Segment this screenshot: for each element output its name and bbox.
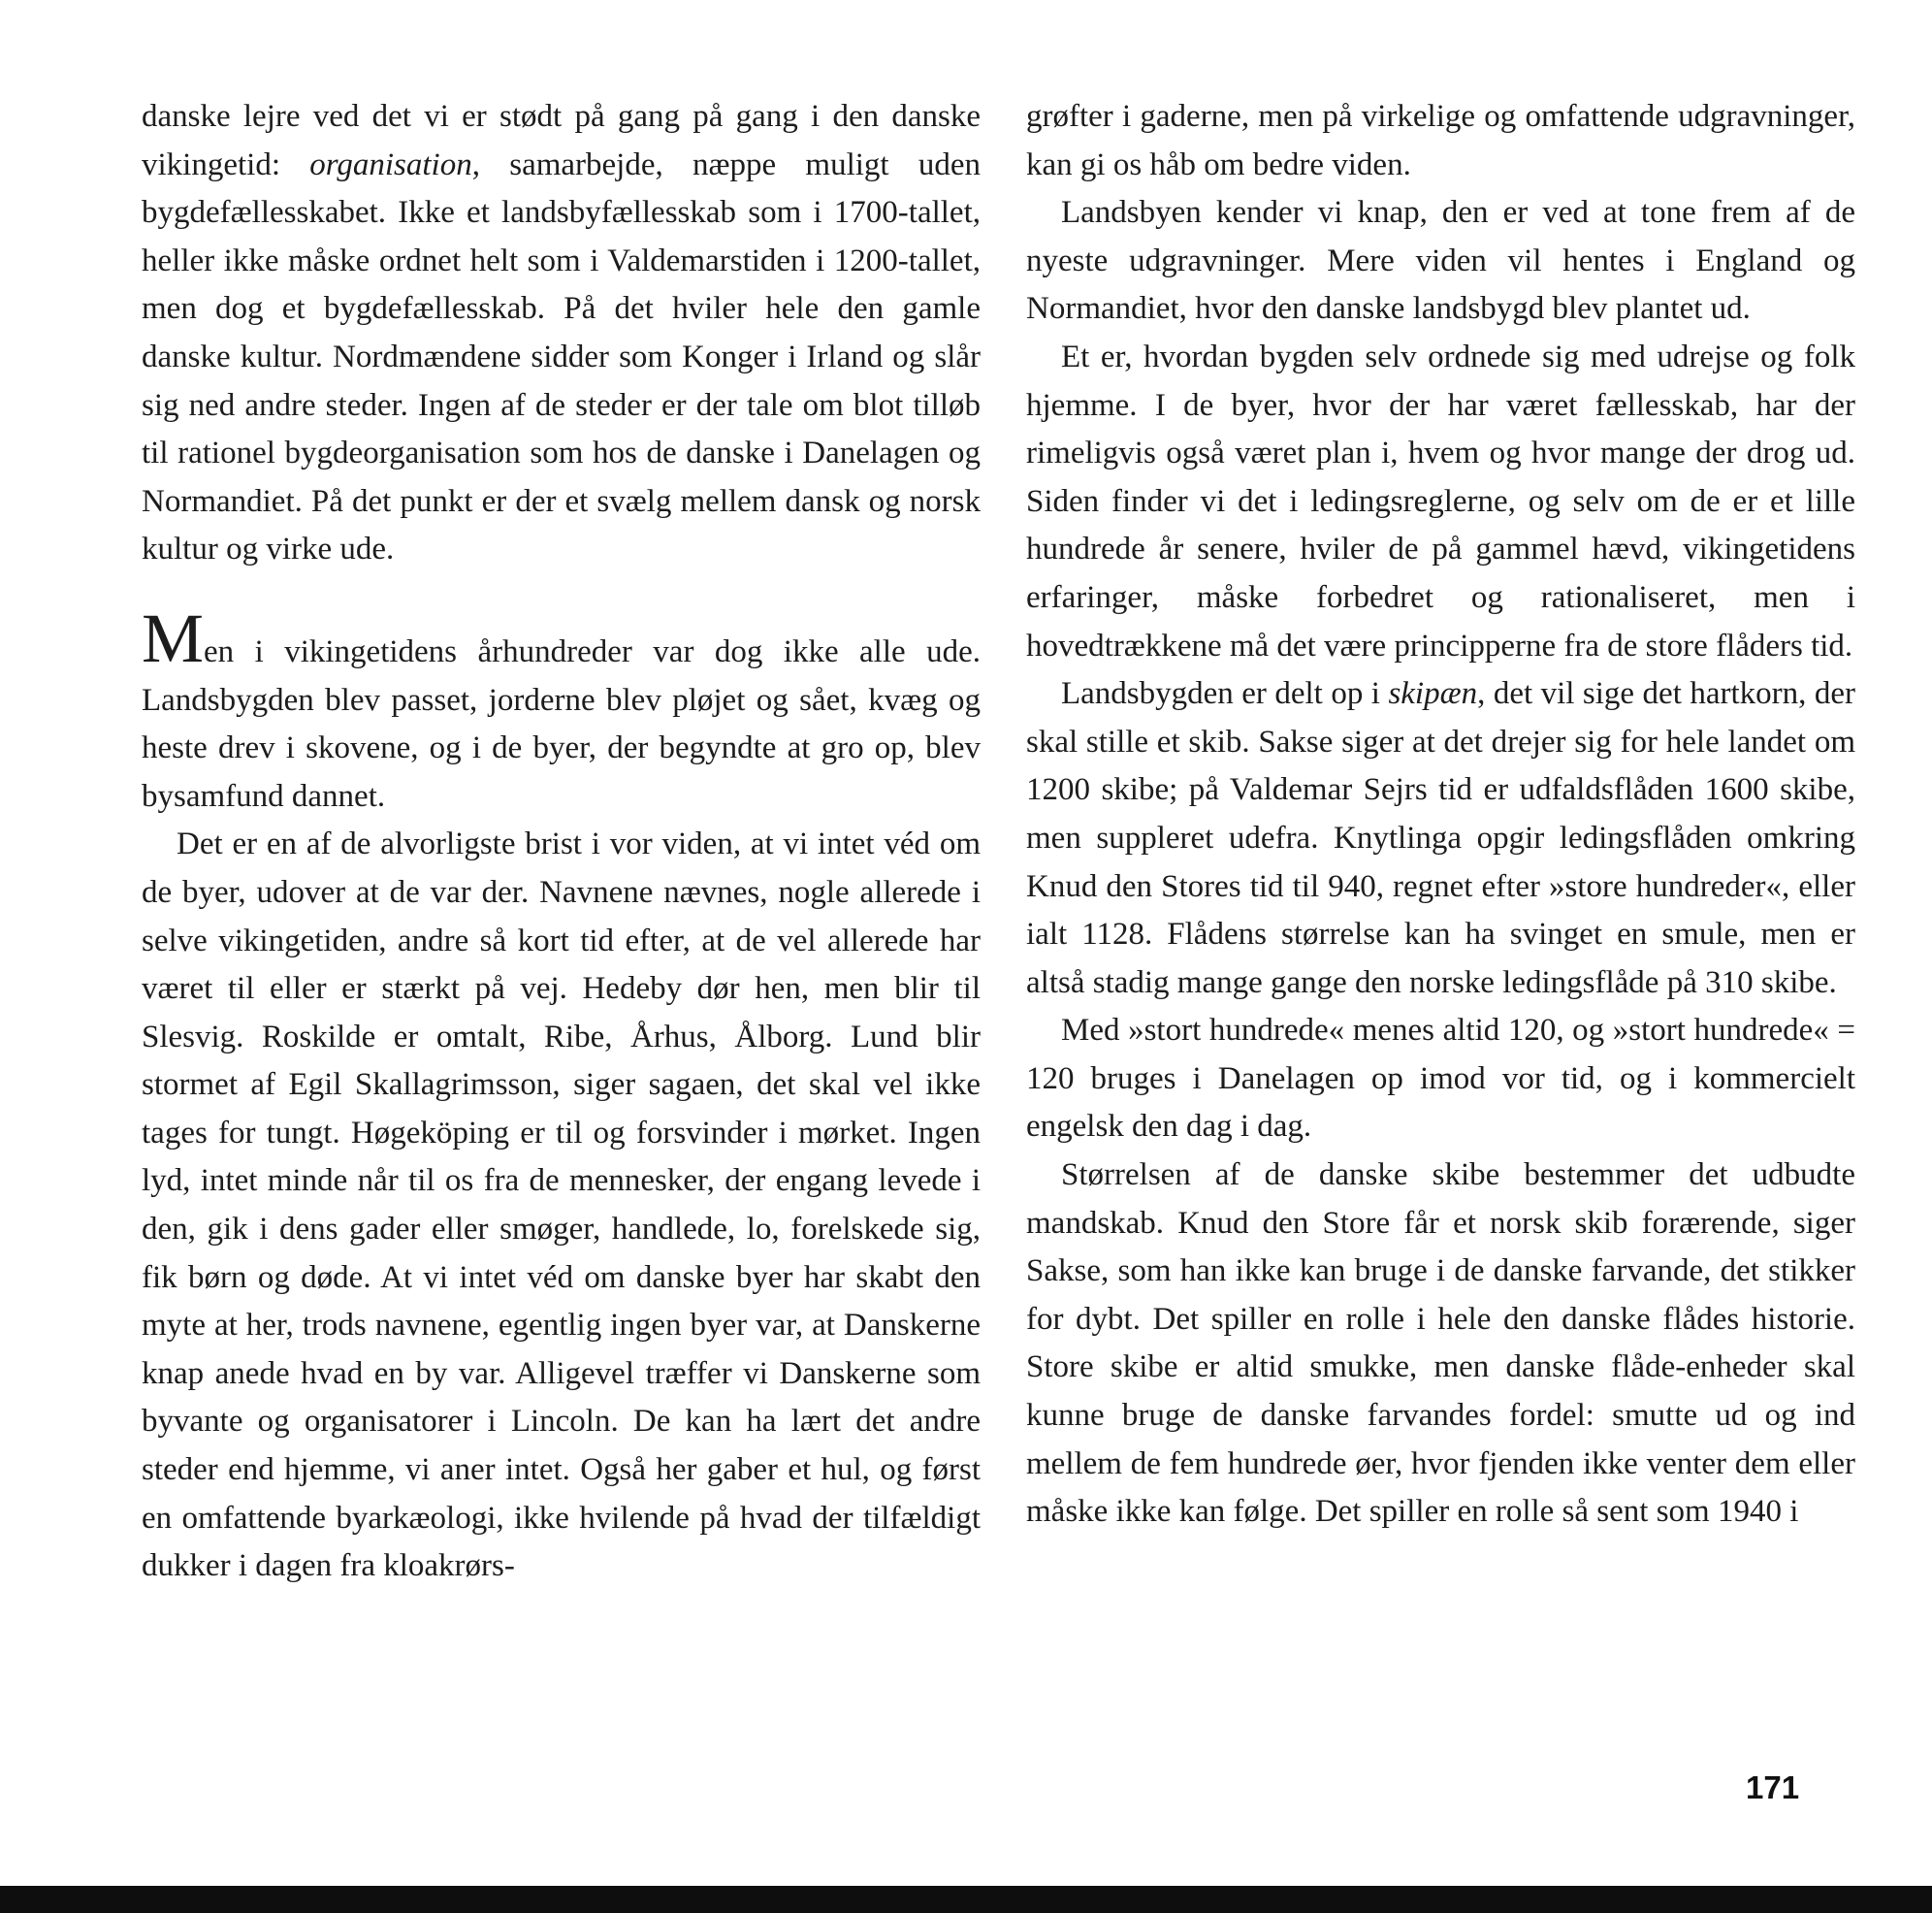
paragraph: Med »stort hundrede« menes altid 120, og »stort hundrede« = 120 bruges i Danelagen op imod vor tid, og i kommercielt engelsk den dag i dag.: [1026, 1013, 1855, 1145]
paragraph: Størrelsen af de danske skibe bestemmer det udbudte mandskab. Knud den Store får et norsk skib forærende, siger Sakse, som han ikke kan bruge i de danske farvande, det stikker for dybt. Det spiller en rolle i hele den danske flådes historie. Store skibe er altid smukke, men danske flåde-enheder skal kunne bruge de danske farvandes fordel: smutte ud og ind mellem de fem hundrede øer, hvor fjenden ikke venter dem eller måske ikke kan følge. Det spiller en rolle så sent som 1940 i: [1026, 1157, 1855, 1530]
page-edge-shadow: [0, 1886, 1932, 1913]
emphasis: skipæn: [1388, 676, 1478, 712]
left-column: [142, 93, 981, 1591]
paragraph: danske lejre ved det vi er stødt på gang på gang i den danske vikingetid: organisation, samarbejde, næppe muligt uden bygdefællesskabet. Ikke et landsbyfællesskab som i 1700-tallet, heller ikke måske ordnet helt som i Valdemarstiden i 1200-tallet, men dog et bygdefællesskab. På det hviler hele den gamle danske kultur. Nordmændene sidder som Konger i Irland og slår sig ned andre steder. Ingen af de steder er der tale om blot tilløb til rationel bygdeorganisation som hos de danske i Danelagen og Normandiet. På det punkt er der et svælg mellem dansk og norsk kultur og virke ude.: [142, 99, 981, 567]
paragraph: Et er, hvordan bygden selv ordnede sig med udrejse og folk hjemme. I de byer, hvor der har været fællesskab, har der rimeligvis også været plan i, hvem og hvor mange der drog ud. Siden finder vi det i ledingsreglerne, og selv om de er et lille hundrede år senere, hviler de på gammel hævd, vikingetidens erfaringer, måske forbedret og rationaliseret, men i hovedtrækkene må det være principperne fra de store flåders tid.: [1026, 339, 1855, 664]
drop-cap: M: [142, 599, 205, 677]
right-column: [1026, 93, 1855, 1537]
page-number: 171: [1746, 1769, 1800, 1805]
paragraph: Det er en af de alvorligste brist i vor viden, at vi intet véd om de byer, udover at de var der. Navnene nævnes, nogle allerede i selve vikingetiden, andre så kort tid efter, at de vel allerede har været til eller er stærkt på vej. Hedeby dør hen, men blir til Slesvig. Roskilde er omtalt, Ribe, Århus, Ålborg. Lund blir stormet af Egil Skallagrimsson, siger sagaen, det skal vel ikke tages for tungt. Høgeköping er til og forsvinder i mørket. Ingen lyd, intet minde når til os fra de mennesker, der engang levede i den, gik i dens gader eller smøger, handlede, lo, forelskede sig, fik børn og døde. At vi intet véd om danske byer har skabt den myte at her, trods navnene, egentlig ingen byer var, at Danskerne knap anede hvad en by var. Alligevel træffer vi Danskerne som byvante og organisatorer i Lincoln. De kan ha lært det andre steder end hjemme, vi aner intet. Også her gaber et hul, og først en omfattende byarkæologi, ikke hvilende på hvad der tilfældigt dukker i dagen fra kloakrørs-: [142, 827, 981, 1584]
paragraph-dropcap: Men i vikingetidens århundreder var dog ikke alle ude. Landsbygden blev passet, jorderne blev pløjet og sået, kvæg og heste drev i skovene, og i de byer, der begyndte at gro op, blev bysamfund dannet.: [142, 599, 981, 814]
emphasis: organisation: [309, 146, 472, 182]
paragraph: grøfter i gaderne, men på virkelige og omfattende udgravninger, kan gi os håb om bedre viden.: [1026, 99, 1855, 182]
paragraph: Landsbyen kender vi knap, den er ved at tone frem af de nyeste udgravninger. Mere viden vil hentes i England og Normandiet, hvor den danske landsbygd blev plantet ud.: [1026, 195, 1855, 327]
paragraph: Landsbygden er delt op i skipæn, det vil sige det hartkorn, der skal stille et skib. Sakse siger at det drejer sig for hele landet om 1200 skibe; på Valdemar Sejrs tid er udfaldsflåden 1600 skibe, men suppleret udefra. Knytlinga opgir ledingsflåden omkring Knud den Stores tid til 940, regnet efter »store hundreder«, eller ialt 1128. Flådens størrelse kan ha svinget en smule, men er altså stadig mange gange den norske ledingsflåde på 310 skibe.: [1026, 676, 1855, 1000]
